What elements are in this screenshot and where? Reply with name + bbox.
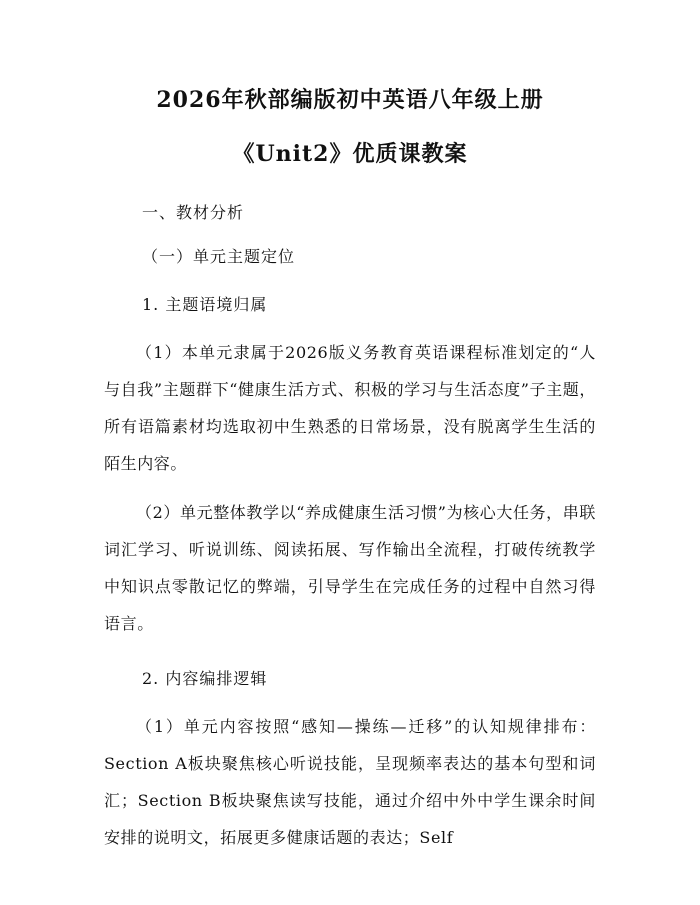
paragraph-1: （1）本单元隶属于2026版义务教育英语课程标准划定的“人与自我”主题群下“健康生活方式、积极的学习与生活态度”子主题，所有语篇素材均选取初中生熟悉的日常场景，没有脱离学生生活的陌生内容。 <box>104 343 596 473</box>
paragraph-2: （2）单元整体教学以“养成健康生活习惯”为核心大任务，串联词汇学习、听说训练、阅读拓展、写作输出全流程，打破传统教学中知识点零散记忆的弊端，引导学生在完成任务的过程中自然习得语言。 <box>104 503 596 633</box>
document-title-line2: 《Unit2》优质课教案 <box>232 141 468 167</box>
document-title-line1: 2026年秋部编版初中英语八年级上册 <box>156 87 544 113</box>
section-heading-1: 一、教材分析 <box>142 203 245 222</box>
subsection-heading-1: （一）单元主题定位 <box>142 247 296 266</box>
item-heading-1: 1. 主题语境归属 <box>142 295 268 314</box>
paragraph-3: （1）单元内容按照“感知—操练—迁移”的认知规律排布：Section A板块聚焦核心听说技能，呈现频率表达的基本句型和词汇；Section B板块聚焦读写技能，通过介绍中外中学生课余时间安排的说明文，拓展更多健康话题的表达；Self <box>104 717 596 847</box>
item-heading-2: 2. 内容编排逻辑 <box>142 669 268 688</box>
